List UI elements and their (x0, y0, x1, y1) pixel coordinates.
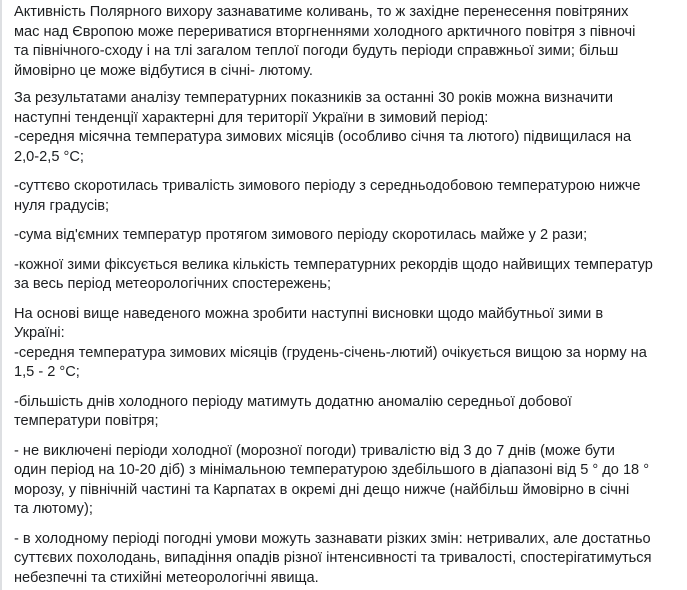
text-line: Україні: (14, 325, 65, 341)
text-line: мас над Європою може перериватися вторгненнями холодного арктичного повітря з півночі (14, 23, 636, 40)
text-line: ймовірно це може відбутися в січні- лютому. (14, 62, 313, 79)
text-line: На основі вище наведеного можна зробити наступні висновки щодо майбутньої зими в (14, 305, 604, 322)
text-line: 1,5 - 2 °С; (14, 364, 80, 380)
text-line: -кожної зими фіксується велика кількість температурних рекордів щодо найвищих температур (14, 256, 653, 273)
text-line: один період на 10-20 діб) з мінімальною температурою здебільшого в діапазоні від 5 ° до 18 ° (14, 462, 650, 478)
text-line: наступні тенденції характерні для території України в зимовий період: (14, 109, 489, 126)
text-line: температури повітря; (14, 413, 159, 429)
text-line: -сума від'ємних температур протягом зимового періоду скоротилась майже у 2 рази; (14, 227, 588, 243)
text-line: за весь період метеорологічних спостережень; (14, 276, 332, 292)
paragraph-analysis-intro (14, 89, 673, 167)
paragraph-winter-shorter (14, 177, 673, 216)
paragraph-sharp-changes (14, 530, 673, 589)
paragraph-conclusions-intro (14, 305, 673, 383)
text-line: та лютому); (14, 501, 93, 517)
text-line: та північного-сходу і на тлі загалом теплої погоди будуть періоди справжньої зими; більш (14, 43, 619, 59)
text-line: нуля градусів; (14, 197, 110, 214)
paragraph-negative-sum (14, 226, 673, 246)
text-line: 2,0-2,5 °С; (14, 148, 84, 165)
text-line: - в холодному періоді погодні умови можуть зазнавати різких змін: нетривалих, але достатньо (14, 530, 651, 547)
paragraph-positive-anomaly (14, 393, 673, 432)
paragraph-cold-periods (14, 442, 673, 520)
text-line: - не виключені періоди холодної (морозної погоди) тривалістю від 3 до 7 днів (може бути (14, 442, 615, 459)
text-line: суттєвих похолодань, випадіння опадів різної інтенсивності та тривалості, спостерігатимуться (14, 550, 652, 566)
paragraph-polar-vortex (14, 3, 673, 81)
text-line: -суттєво скоротилась тривалість зимового періоду з середньодобовою температурою нижче (14, 178, 641, 194)
text-line: За результатами аналізу температурних показників за останні 30 років можна визначити (14, 90, 614, 106)
paragraph-records (14, 256, 673, 295)
text-line: морозу, у північній частині та Карпатах в окремі дні дещо нижче (найбільш ймовірно в січні (14, 481, 630, 498)
text-line: -більшість днів холодного періоду матимуть додатню аномалію середньої добової (14, 393, 572, 410)
text-line: Активність Полярного вихору зазнаватиме коливань, то ж західне перенесення повітряних (14, 4, 629, 20)
text-line: -середня температура зимових місяців (грудень-січень-лютий) очікується вищою за норму на (14, 344, 647, 361)
text-line: -середня місячна температура зимових місяців (особливо січня та лютого) підвищилася на (14, 129, 632, 145)
text-line: небезпечні та стихійні метеорологічні явища. (14, 569, 319, 586)
